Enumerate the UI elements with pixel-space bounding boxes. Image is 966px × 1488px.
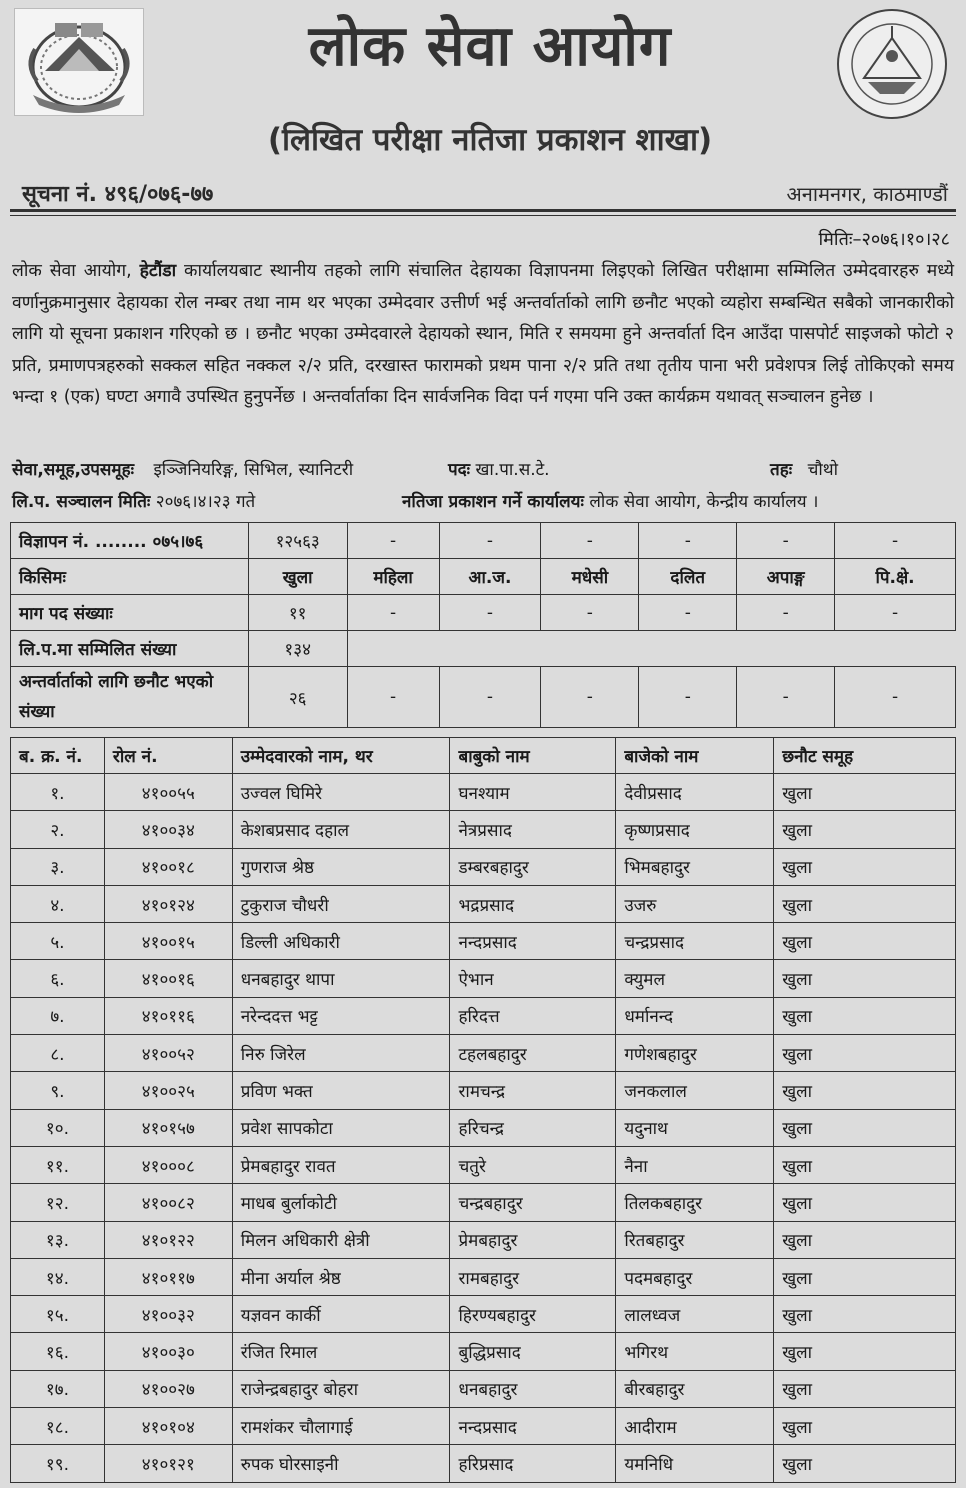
table-cell: ६.: [11, 960, 105, 997]
table-row: [11, 1109, 956, 1146]
table-cell: ४१००१६: [104, 960, 232, 997]
table-cell: हरिदत्त: [450, 997, 616, 1034]
post-info: [448, 457, 550, 480]
summary-row-demand: [11, 595, 956, 631]
table-cell: ४१००५२: [104, 1035, 232, 1072]
table-cell: यमनिधि: [616, 1445, 774, 1482]
summary-cell: -: [541, 595, 639, 631]
table-cell: ४१०११६: [104, 997, 232, 1034]
summary-cell: -: [835, 523, 956, 559]
summary-cell: १२५६३: [248, 523, 347, 559]
table-cell: खुला: [774, 960, 956, 997]
table-row: [11, 1258, 956, 1295]
table-cell: धर्मानन्द: [616, 997, 774, 1034]
table-cell: डिल्ली अधिकारी: [232, 923, 450, 960]
table-row: [11, 923, 956, 960]
summary-row-advertisement: [11, 523, 956, 559]
table-cell: खुला: [774, 1445, 956, 1482]
table-cell: निरु जिरेल: [232, 1035, 450, 1072]
summary-cell: -: [639, 595, 737, 631]
page-title: लोक सेवा आयोग: [308, 14, 672, 79]
summary-label: लि.प.मा सम्मिलित संख्या: [11, 631, 249, 667]
table-cell: पदमबहादुर: [616, 1258, 774, 1295]
summary-cell: -: [541, 523, 639, 559]
post-label: पदः: [448, 460, 471, 480]
summary-cell: -: [439, 595, 541, 631]
table-cell: नरेन्ददत्त भट्ट: [232, 997, 450, 1034]
table-cell: क्युमल: [616, 960, 774, 997]
table-row: [11, 811, 956, 848]
header-divider: [10, 209, 956, 212]
summary-cell: पि.क्षे.: [835, 559, 956, 595]
table-cell: रामबहादुर: [450, 1258, 616, 1295]
table-cell: लालध्वज: [616, 1296, 774, 1333]
table-cell: रुपक घोरसाइनी: [232, 1445, 450, 1482]
exam-date-label: लि.प. सञ्चालन मितिः: [12, 492, 151, 512]
column-header: छनौट समूह: [774, 738, 956, 774]
table-cell: रामशंकर चौलागाई: [232, 1408, 450, 1445]
table-cell: टहलबहादुर: [450, 1035, 616, 1072]
summary-cell: -: [737, 667, 835, 728]
summary-row-selected: [11, 667, 956, 728]
table-cell: ऐभान: [450, 960, 616, 997]
table-cell: भिमबहादुर: [616, 848, 774, 885]
table-cell: गुणराज श्रेष्ठ: [232, 848, 450, 885]
table-cell: खुला: [774, 1296, 956, 1333]
table-row: [11, 1333, 956, 1370]
table-cell: ९.: [11, 1072, 105, 1109]
table-cell: ४१०१२४: [104, 885, 232, 922]
table-cell: नन्दप्रसाद: [450, 1408, 616, 1445]
table-cell: ४१०१५७: [104, 1109, 232, 1146]
table-row: [11, 1221, 956, 1258]
table-cell: हरिप्रसाद: [450, 1445, 616, 1482]
level-value: चौथो: [807, 460, 839, 480]
summary-cell: -: [541, 667, 639, 728]
table-cell: नेत्रप्रसाद: [450, 811, 616, 848]
table-cell: यदुनाथ: [616, 1109, 774, 1146]
summary-cell: -: [439, 523, 541, 559]
table-cell: हरिचन्द्र: [450, 1109, 616, 1146]
table-cell: खुला: [774, 1035, 956, 1072]
table-cell: ४१०१२२: [104, 1221, 232, 1258]
table-cell: ११.: [11, 1146, 105, 1183]
table-cell: धनबहादुर: [450, 1370, 616, 1407]
table-cell: ४१००८२: [104, 1184, 232, 1221]
page-subtitle: (लिखित परीक्षा नतिजा प्रकाशन शाखा): [267, 122, 713, 158]
summary-cell: खुला: [248, 559, 347, 595]
table-cell: १४.: [11, 1258, 105, 1295]
level-info: [770, 457, 838, 480]
table-cell: खुला: [774, 1184, 956, 1221]
result-office-label: नतिजा प्रकाशन गर्ने कार्यालयः: [402, 492, 584, 512]
service-value: इञ्जिनियरिङ्ग, सिभिल, स्यानिटरी: [153, 460, 354, 480]
service-info: [12, 457, 353, 480]
table-cell: खुला: [774, 1109, 956, 1146]
summary-label: विज्ञापन नं. ........ ०७५।७६: [11, 523, 249, 559]
table-cell: माधब बुर्लाकोटी: [232, 1184, 450, 1221]
table-row: [11, 1184, 956, 1221]
table-row: [11, 1072, 956, 1109]
table-row: [11, 1445, 956, 1482]
table-cell: खुला: [774, 1258, 956, 1295]
summary-label: अन्तर्वार्ताको लागि छनौट भएको संख्या: [11, 667, 249, 728]
table-cell: कृष्णप्रसाद: [616, 811, 774, 848]
psc-seal-icon: [834, 8, 950, 120]
table-cell: डम्बरबहादुर: [450, 848, 616, 885]
table-cell: रंजित रिमाल: [232, 1333, 450, 1370]
table-cell: ४१०१०४: [104, 1408, 232, 1445]
table-cell: १५.: [11, 1296, 105, 1333]
notice-date: मितिः–२०७६।१०।२८: [818, 229, 950, 250]
table-cell: जनकलाल: [616, 1072, 774, 1109]
table-cell: खुला: [774, 997, 956, 1034]
results-table: [10, 737, 956, 1483]
table-cell: प्रवेश सापकोटा: [232, 1109, 450, 1146]
summary-label: किसिमः: [11, 559, 249, 595]
table-cell: १९.: [11, 1445, 105, 1482]
table-cell: देवीप्रसाद: [616, 774, 774, 811]
exam-date-info: [12, 489, 255, 512]
post-value: खा.पा.स.टे.: [475, 460, 550, 480]
summary-cell: -: [737, 595, 835, 631]
table-cell: ४१००१८: [104, 848, 232, 885]
table-cell: प्रविण भक्त: [232, 1072, 450, 1109]
table-cell: १७.: [11, 1370, 105, 1407]
table-cell: २.: [11, 811, 105, 848]
table-cell: ४.: [11, 885, 105, 922]
nepal-emblem-icon: [14, 8, 144, 116]
table-cell: प्रेमबहादुर: [450, 1221, 616, 1258]
summary-cell: -: [639, 667, 737, 728]
summary-cell: ११: [248, 595, 347, 631]
results-header-row: [11, 738, 956, 774]
summary-cell: -: [439, 667, 541, 728]
summary-cell: आ.ज.: [439, 559, 541, 595]
column-header: उम्मेदवारको नाम, थर: [232, 738, 450, 774]
body-prefix: लोक सेवा आयोग,: [12, 261, 140, 281]
table-cell: मीना अर्याल श्रेष्ठ: [232, 1258, 450, 1295]
table-cell: रामचन्द्र: [450, 1072, 616, 1109]
table-cell: १०.: [11, 1109, 105, 1146]
table-cell: भद्रप्रसाद: [450, 885, 616, 922]
summary-cell: १३४: [248, 631, 347, 667]
table-cell: बुद्धिप्रसाद: [450, 1333, 616, 1370]
table-cell: खुला: [774, 1370, 956, 1407]
table-cell: खुला: [774, 811, 956, 848]
table-cell: मिलन अधिकारी क्षेत्री: [232, 1221, 450, 1258]
table-row: [11, 1296, 956, 1333]
summary-cell: महिला: [347, 559, 439, 595]
body-office: हेटौंडा: [139, 261, 177, 281]
table-cell: ४१००५५: [104, 774, 232, 811]
table-cell: ८.: [11, 1035, 105, 1072]
table-cell: चन्द्रप्रसाद: [616, 923, 774, 960]
column-header: रोल नं.: [104, 738, 232, 774]
summary-row-participants: [11, 631, 956, 667]
table-cell: ४१००१५: [104, 923, 232, 960]
table-cell: भगिरथ: [616, 1333, 774, 1370]
summary-cell: २६: [248, 667, 347, 728]
table-row: [11, 1370, 956, 1407]
table-cell: चतुरे: [450, 1146, 616, 1183]
table-cell: ४१००३०: [104, 1333, 232, 1370]
summary-cell: -: [347, 667, 439, 728]
summary-empty-cell: [347, 631, 955, 667]
table-cell: ४१०१२१: [104, 1445, 232, 1482]
notice-body: [12, 256, 954, 414]
table-cell: चन्द्रबहादुर: [450, 1184, 616, 1221]
result-office-value: लोक सेवा आयोग, केन्द्रीय कार्यालय ।: [589, 492, 819, 512]
table-cell: ४१००२७: [104, 1370, 232, 1407]
column-header: ब. क्र. नं.: [11, 738, 105, 774]
table-cell: बीरबहादुर: [616, 1370, 774, 1407]
table-cell: ४१००३४: [104, 811, 232, 848]
table-cell: नैना: [616, 1146, 774, 1183]
table-cell: खुला: [774, 1408, 956, 1445]
table-cell: खुला: [774, 923, 956, 960]
table-cell: खुला: [774, 774, 956, 811]
summary-cell: -: [347, 595, 439, 631]
table-cell: रितबहादुर: [616, 1221, 774, 1258]
table-cell: नन्दप्रसाद: [450, 923, 616, 960]
table-row: [11, 1035, 956, 1072]
table-row: [11, 960, 956, 997]
table-cell: खुला: [774, 885, 956, 922]
summary-cell: दलित: [639, 559, 737, 595]
table-cell: प्रेमबहादुर रावत: [232, 1146, 450, 1183]
table-cell: ५.: [11, 923, 105, 960]
summary-label: माग पद संख्याः: [11, 595, 249, 631]
table-cell: खुला: [774, 1072, 956, 1109]
table-cell: १२.: [11, 1184, 105, 1221]
summary-cell: -: [835, 595, 956, 631]
table-cell: राजेन्द्रबहादुर बोहरा: [232, 1370, 450, 1407]
summary-cell: -: [639, 523, 737, 559]
exam-date-value: २०७६।४।२३ गते: [155, 492, 256, 512]
table-cell: धनबहादुर थापा: [232, 960, 450, 997]
table-row: [11, 1408, 956, 1445]
table-row: [11, 848, 956, 885]
table-cell: १८.: [11, 1408, 105, 1445]
column-header: बाजेको नाम: [616, 738, 774, 774]
table-cell: आदीराम: [616, 1408, 774, 1445]
table-cell: घनश्याम: [450, 774, 616, 811]
table-cell: १.: [11, 774, 105, 811]
table-cell: ७.: [11, 997, 105, 1034]
table-cell: खुला: [774, 1146, 956, 1183]
vacancy-summary-table: [10, 522, 956, 728]
table-cell: १३.: [11, 1221, 105, 1258]
column-header: बाबुको नाम: [450, 738, 616, 774]
result-office-info: [402, 489, 819, 512]
table-cell: ४१००३२: [104, 1296, 232, 1333]
table-cell: ३.: [11, 848, 105, 885]
service-label: सेवा,समूह,उपसमूहः: [12, 460, 135, 480]
notice-number: सूचना नं. ४९६/०७६-७७: [22, 182, 214, 207]
table-row: [11, 774, 956, 811]
table-cell: उज्वल घिमिरे: [232, 774, 450, 811]
table-cell: ४१००२५: [104, 1072, 232, 1109]
table-cell: ४१०००८: [104, 1146, 232, 1183]
summary-cell: -: [737, 523, 835, 559]
table-cell: गणेशबहादुर: [616, 1035, 774, 1072]
summary-cell: -: [835, 667, 956, 728]
summary-cell: अपाङ्ग: [737, 559, 835, 595]
table-cell: तिलकबहादुर: [616, 1184, 774, 1221]
table-cell: उजरु: [616, 885, 774, 922]
header-divider-thin: [10, 215, 956, 216]
table-cell: यज्ञवन कार्की: [232, 1296, 450, 1333]
summary-row-category: [11, 559, 956, 595]
table-cell: खुला: [774, 1333, 956, 1370]
table-row: [11, 997, 956, 1034]
office-address: अनामनगर, काठमाण्डौं: [786, 182, 948, 206]
table-cell: खुला: [774, 848, 956, 885]
body-text: कार्यालयबाट स्थानीय तहको लागि संचालित देहायका विज्ञापनमा लिइएको लिखित परीक्षामा सम्मिलित उम्मेदवारहरु मध्ये वर्णानुक्रमानुसार देहायका रोल नम्बर तथा नाम थर भएका उम्मेदवार उत्तीर्ण भई अन्तर्वार्ताको लागि छनौट भएको व्यहोरा सम्बन्धित सबैको जानकारीको लागि यो सूचना प्रकाशन गरिएको छ । छनौट भएका उम्मेदवारले देहायको स्थान, मिति र समयमा हुने अन्तर्वार्ता दिन आउँदा पासपोर्ट साइजको फोटो २ प्रति, प्रमाणपत्रहरुको सक्कल सहित नक्कल २/२ प्रति, दरखास्त फारामको प्रथम पाना २/२ प्रति तथा तृतीय पाना भरी प्रवेशपत्र लिई तोकिएको समय भन्दा १ (एक) घण्टा अगावै उपस्थित हुनुपर्नेछ । अन्तर्वार्ताका दिन सार्वजनिक विदा पर्न गएमा पनि उक्त कार्यक्रम यथावत् सञ्चालन हुनेछ ।: [12, 261, 955, 407]
table-cell: ४१०११७: [104, 1258, 232, 1295]
summary-cell: -: [347, 523, 439, 559]
table-cell: १६.: [11, 1333, 105, 1370]
table-cell: हिरण्यबहादुर: [450, 1296, 616, 1333]
table-cell: केशबप्रसाद दहाल: [232, 811, 450, 848]
summary-cell: मधेसी: [541, 559, 639, 595]
table-row: [11, 1146, 956, 1183]
table-cell: खुला: [774, 1221, 956, 1258]
table-row: [11, 885, 956, 922]
level-label: तहः: [770, 460, 793, 480]
table-cell: टुकुराज चौधरी: [232, 885, 450, 922]
